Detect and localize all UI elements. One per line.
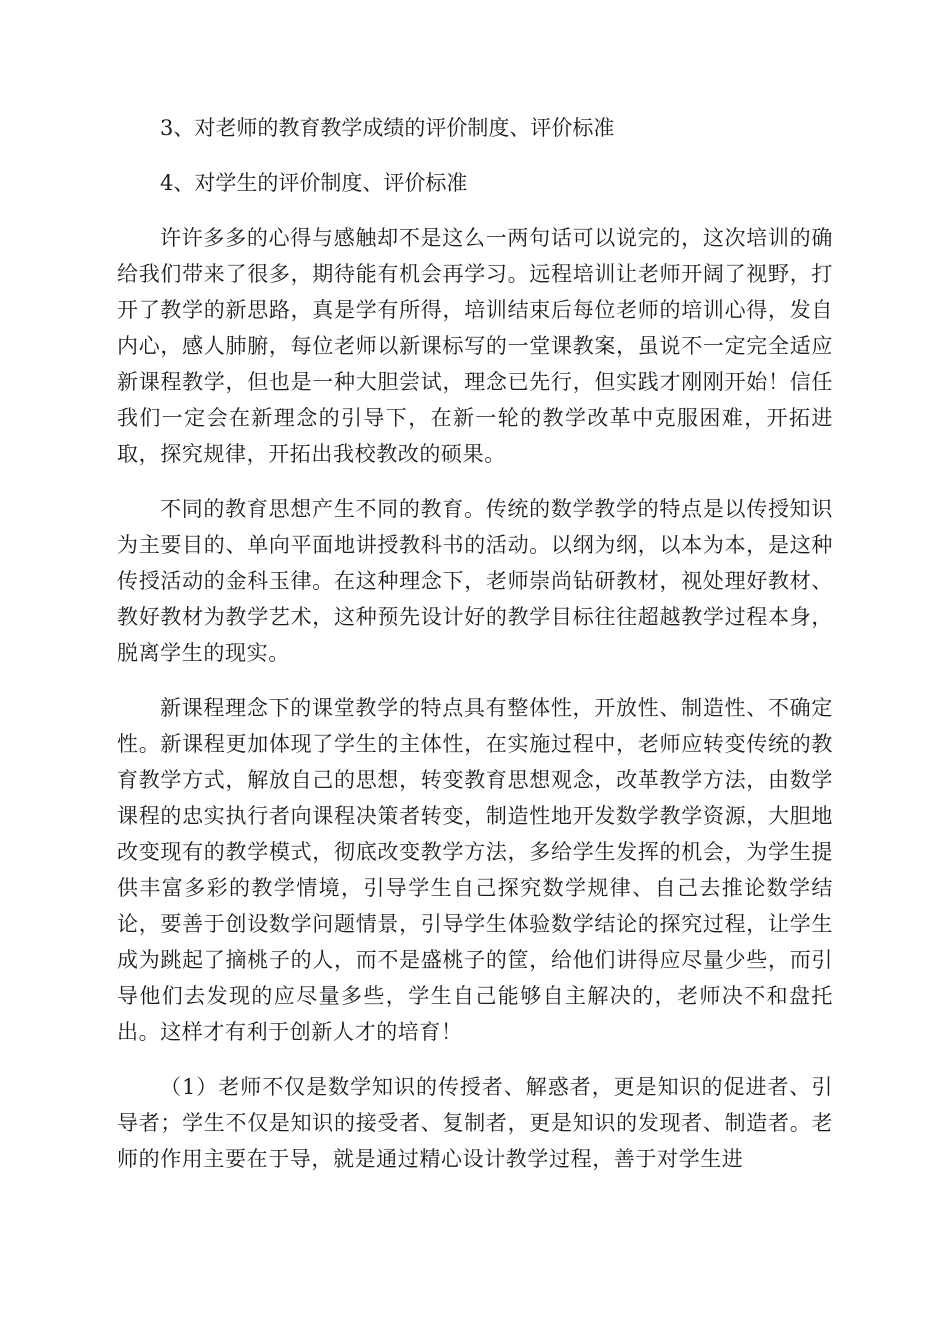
list-item-4: 4、对学生的评价制度、评价标准	[160, 171, 468, 195]
paragraph-new-curriculum: 新课程理念下的课堂教学的特点具有整体性，开放性、制造性、不确定性。新课程更加体现了学生的主体性，在实施过程中，老师应转变传统的教育教学方式，解放自己的思想，转变教育思想观念，改革教学方法，由数学课程的忠实执行者向课程决策者转变，制造性地开发数学教学资源，大胆地改变现有的教学模式，彻底改变教学方法，多给学生发挥的机会，为学生提供丰富多彩的教学情境，引导学生自己探究数学规律、自己去推论数学结论，要善于创设数学问题情景，引导学生体验数学结论的探究过程，让学生成为跳起了摘桃子的人，而不是盛桃子的筐，给他们讲得应尽量少些，而引导他们去发现的应尽量多些，学生自己能够自主解决的，老师决不和盘托出。这样才有利于创新人才的培育！	[117, 696, 833, 1044]
document-page	[117, 110, 833, 1177]
list-item-3: 3、对老师的教育教学成绩的评价制度、评价标准	[160, 116, 615, 140]
paragraph-training-reflection: 许许多多的心得与感触却不是这么一两句话可以说完的，这次培训的确给我们带来了很多，期待能有机会再学习。远程培训让老师开阔了视野，打开了教学的新思路，真是学有所得，培训结束后每位老师的培训心得，发自内心，感人肺腑，每位老师以新课标写的一堂课教案，虽说不一定完全适应新课程教学，但也是一种大胆尝试，理念已先行，但实践才刚刚开始！信任我们一定会在新理念的引导下，在新一轮的教学改革中克服困难，开拓进取，探究规律，开拓出我校教改的硕果。	[117, 226, 833, 466]
paragraph-teacher-role: （1）老师不仅是数学知识的传授者、解惑者，更是知识的促进者、引导者；学生不仅是知识的接受者、复制者，更是知识的发现者、制造者。老师的作用主要在于导，就是通过精心设计教学过程，善于对学生进	[117, 1075, 833, 1171]
paragraph-traditional-teaching: 不同的教育思想产生不同的教育。传统的数学教学的特点是以传授知识为主要目的、单向平面地讲授教科书的活动。以纲为纲，以本为本，是这种传授活动的金科玉律。在这种理念下，老师崇尚钻研教材，视处理好教材、教好教材为教学艺术，这种预先设计好的教学目标往往超越教学过程本身，脱离学生的现实。	[117, 497, 833, 665]
